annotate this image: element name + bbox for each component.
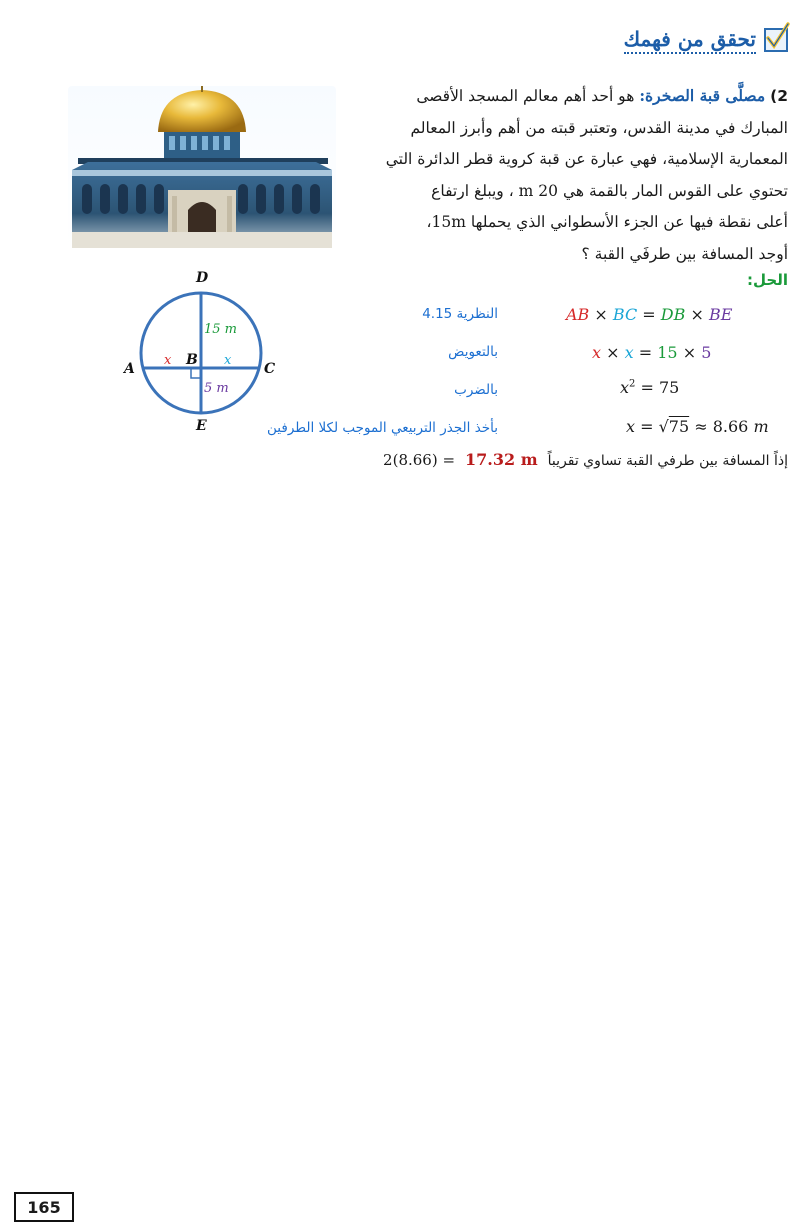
checkmark-icon bbox=[764, 28, 788, 52]
conclusion-text: إذاً المسافة بين طرفي القبة تساوي تقريباً bbox=[547, 453, 788, 469]
step-4-reason: بأخذ الجذر التربيعي الموجب لكلا الطرفين bbox=[267, 420, 498, 436]
problem-number: 2) bbox=[770, 87, 788, 105]
problem-line-5: أعلى نقطة فيها عن الجزء الأسطواني الذي يحملها 15m، bbox=[426, 213, 788, 231]
label-x-right: x bbox=[224, 353, 232, 368]
step-3-equation: $x^2 = 75$ bbox=[620, 378, 680, 397]
problem-line-6: أوجد المسافة بين طرفَي القبة ؟ bbox=[581, 244, 788, 263]
conclusion-value: 17.32 m bbox=[465, 450, 538, 469]
problem-line-1: هو أحد أهم معالم المسجد الأقصى bbox=[416, 87, 635, 105]
step-2-reason: بالتعويض bbox=[448, 344, 498, 360]
problem-line-2: المبارك في مدينة القدس، وتعتبر قبته من أهم وأبرز المعالم bbox=[410, 118, 788, 137]
label-5m: 5 m bbox=[204, 381, 229, 396]
point-c: C bbox=[264, 361, 276, 377]
section-title: تحقق من فهمك bbox=[624, 27, 756, 54]
step-2-equation: x × x = 15 × 5 bbox=[592, 343, 712, 362]
problem-title: مصلَّى قبة الصخرة: bbox=[639, 86, 766, 105]
point-a: A bbox=[124, 361, 135, 377]
problem-line-3: المعمارية الإسلامية، فهي عبارة عن قبة كروية قطر الدائرة التي bbox=[385, 150, 788, 168]
point-b: B bbox=[186, 352, 198, 368]
problem-statement bbox=[328, 80, 788, 270]
point-e: E bbox=[196, 418, 207, 433]
step-1-reason: النظرية 4.15 bbox=[422, 306, 498, 322]
problem-line-4: تحتوي على القوس المار بالقمة هي 20 m ، ويبلغ ارتفاع bbox=[431, 181, 788, 200]
solution-label: الحل: bbox=[747, 271, 788, 289]
chord-diagram bbox=[112, 268, 292, 433]
step-3-reason: بالضرب bbox=[454, 382, 498, 398]
section-header bbox=[624, 20, 788, 60]
dome-of-the-rock-photo bbox=[68, 86, 336, 248]
label-x-left: x bbox=[164, 353, 172, 368]
step-1-equation: AB × BC = DB × BE bbox=[566, 305, 733, 324]
step-4-equation: x = √75 ≈ 8.66 m bbox=[626, 417, 769, 436]
conclusion bbox=[383, 450, 788, 469]
page-number: 165 bbox=[14, 1192, 74, 1222]
label-15m: 15 m bbox=[204, 322, 238, 337]
point-d: D bbox=[196, 270, 209, 286]
conclusion-lhs: 2(8.66) = bbox=[383, 451, 456, 469]
